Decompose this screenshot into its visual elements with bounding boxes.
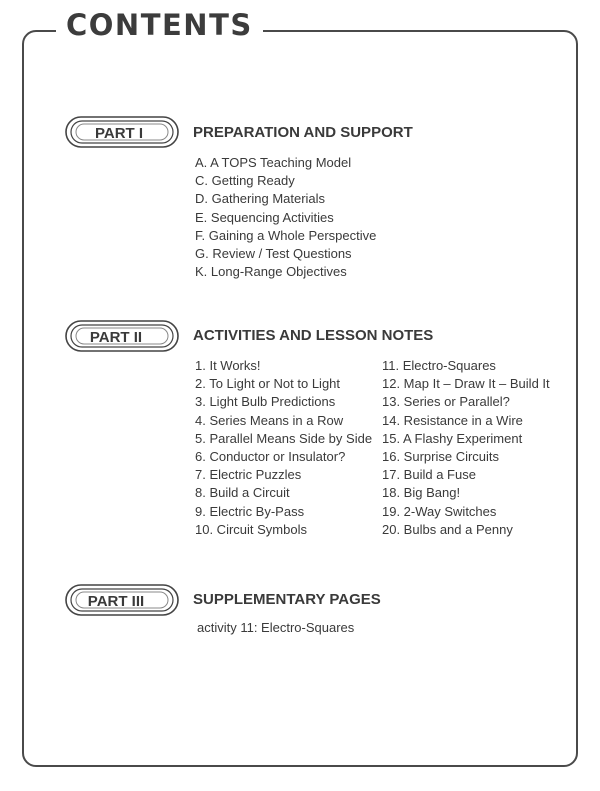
list-item[interactable]: 17. Build a Fuse xyxy=(382,467,476,483)
part-iii-heading: SUPPLEMENTARY PAGES xyxy=(193,591,381,608)
part-ii-badge xyxy=(64,317,182,355)
list-item[interactable]: 5. Parallel Means Side by Side xyxy=(195,430,373,446)
list-item[interactable]: 9. Electric By-Pass xyxy=(195,503,305,519)
list-item[interactable]: D. Gathering Materials xyxy=(195,191,326,207)
list-item[interactable]: 14. Resistance in a Wire xyxy=(382,412,523,428)
list-item[interactable]: 18. Big Bang! xyxy=(382,485,461,501)
list-item[interactable]: C. Getting Ready xyxy=(195,173,295,189)
list-item[interactable]: 6. Conductor or Insulator? xyxy=(195,449,346,465)
list-item[interactable]: F. Gaining a Whole Perspective xyxy=(195,227,377,243)
list-item[interactable]: E. Sequencing Activities xyxy=(195,209,334,225)
list-item[interactable]: 20. Bulbs and a Penny xyxy=(382,521,513,537)
part-ii-list-col2 xyxy=(382,357,550,539)
list-item[interactable]: A. A TOPS Teaching Model xyxy=(195,155,352,170)
part-ii-heading: ACTIVITIES AND LESSON NOTES xyxy=(193,327,434,344)
page-title: CONTENTS xyxy=(56,8,263,42)
list-item[interactable]: 4. Series Means in a Row xyxy=(195,412,344,428)
supplementary-item[interactable]: activity 11: Electro-Squares xyxy=(197,620,355,635)
list-item[interactable]: 12. Map It – Draw It – Build It xyxy=(382,376,550,392)
list-item[interactable]: 3. Light Bulb Predictions xyxy=(195,394,336,410)
part-i-heading: PREPARATION AND SUPPORT xyxy=(193,124,413,141)
list-item[interactable]: K. Long-Range Objectives xyxy=(195,264,347,280)
part-iii-badge xyxy=(64,581,182,619)
list-item[interactable]: 15. A Flashy Experiment xyxy=(382,430,523,446)
list-item[interactable]: 10. Circuit Symbols xyxy=(195,521,307,537)
list-item[interactable]: 8. Build a Circuit xyxy=(195,485,290,501)
list-item[interactable]: 1. It Works! xyxy=(195,358,261,373)
list-item[interactable]: 16. Surprise Circuits xyxy=(382,449,500,465)
part-i-list xyxy=(195,154,376,281)
part-i-badge xyxy=(64,113,182,151)
part-ii-list-col1 xyxy=(195,357,372,539)
list-item[interactable]: 2. To Light or Not to Light xyxy=(195,376,341,392)
list-item[interactable]: 11. Electro-Squares xyxy=(382,358,496,373)
part-i-label: PART I xyxy=(94,125,144,142)
list-item[interactable]: 19. 2-Way Switches xyxy=(382,503,497,519)
part-ii-label: PART II xyxy=(89,329,143,346)
list-item[interactable]: G. Review / Test Questions xyxy=(195,246,352,262)
list-item[interactable]: 13. Series or Parallel? xyxy=(382,394,510,410)
part-iii-label: PART III xyxy=(87,593,145,610)
list-item[interactable]: 7. Electric Puzzles xyxy=(195,467,302,483)
